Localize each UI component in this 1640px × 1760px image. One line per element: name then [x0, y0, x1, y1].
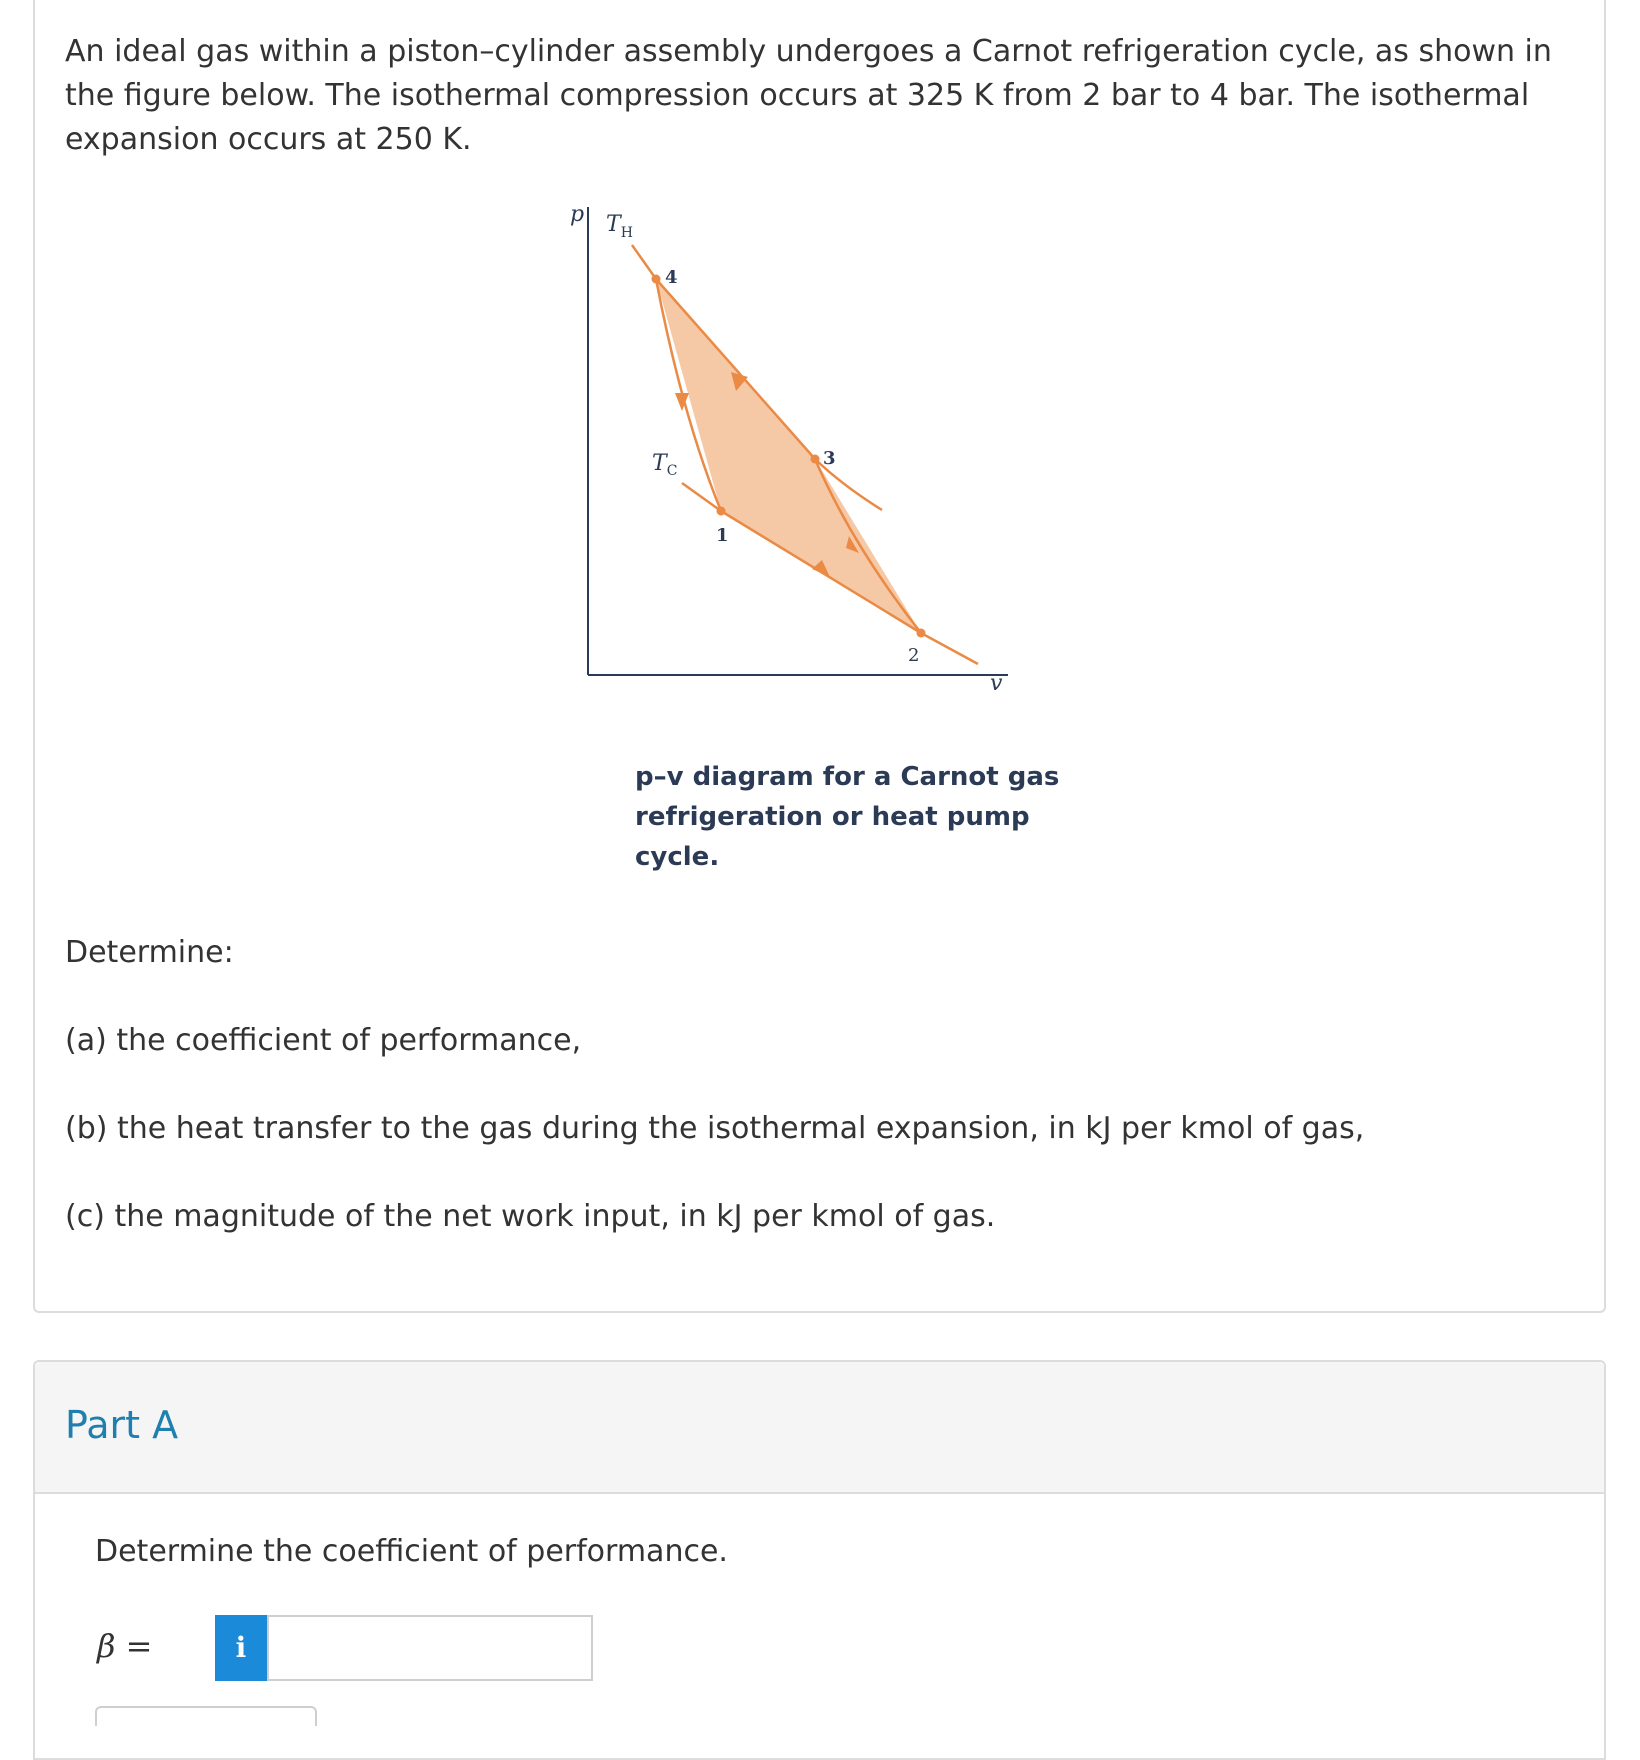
p-axis-label: p — [570, 202, 585, 227]
part-a-prompt: Determine the coefficient of performance. — [95, 1534, 728, 1569]
v-axis-label: v — [990, 671, 1003, 696]
tc-isotherm-tail-bottom — [921, 633, 978, 664]
item-a: (a) the coefficient of performance, — [65, 1023, 582, 1058]
question-card — [33, 0, 1606, 1313]
state-point-1 — [717, 507, 726, 516]
cop-answer-input[interactable] — [267, 1615, 593, 1681]
figure-caption — [635, 757, 1085, 877]
pv-diagram-svg — [570, 202, 1092, 765]
units-dropdown-partial[interactable] — [95, 1706, 317, 1726]
th-label-sub: H — [620, 225, 633, 241]
question-intro: An ideal gas within a piston–cylinder assembly undergoes a Carnot refrigeration cycle, as shown in the figure below. The isothermal compression occurs at 325 K from 2 bar to 4 bar. The isothermal expansion occurs at 250 K. — [65, 34, 1552, 157]
beta-variable-label: β = — [97, 1627, 153, 1665]
part-a-title: Part A — [65, 1403, 179, 1447]
caption-line-2: refrigeration or heat pump cycle. — [635, 802, 1030, 872]
item-b: (b) the heat transfer to the gas during the isothermal expansion, in kJ per kmol of gas, — [65, 1111, 1365, 1146]
item-c: (c) the magnitude of the net work input, in kJ per kmol of gas. — [65, 1199, 996, 1234]
info-icon[interactable]: i — [215, 1615, 267, 1681]
determine-label: Determine: — [65, 935, 234, 970]
caption-line-1: p–v diagram for a Carnot gas — [635, 762, 1060, 792]
point-1-label: 1 — [716, 525, 729, 546]
tc-label-sub: C — [666, 463, 678, 479]
state-point-3 — [811, 455, 820, 464]
pv-diagram-figure — [570, 202, 1092, 872]
th-label — [606, 212, 633, 241]
part-a-card — [33, 1360, 1606, 1760]
answer-row — [95, 1615, 615, 1681]
point-3-label: 3 — [823, 448, 836, 469]
point-2-label: 2 — [908, 645, 920, 666]
state-point-4 — [652, 275, 661, 284]
tc-label — [652, 451, 677, 479]
th-label-main: T — [606, 212, 621, 237]
part-a-header[interactable] — [35, 1362, 1604, 1494]
tc-label-main: T — [652, 451, 667, 476]
th-isotherm-tail-top — [632, 245, 656, 279]
state-point-2 — [917, 629, 926, 638]
point-4-label: 4 — [665, 267, 678, 288]
